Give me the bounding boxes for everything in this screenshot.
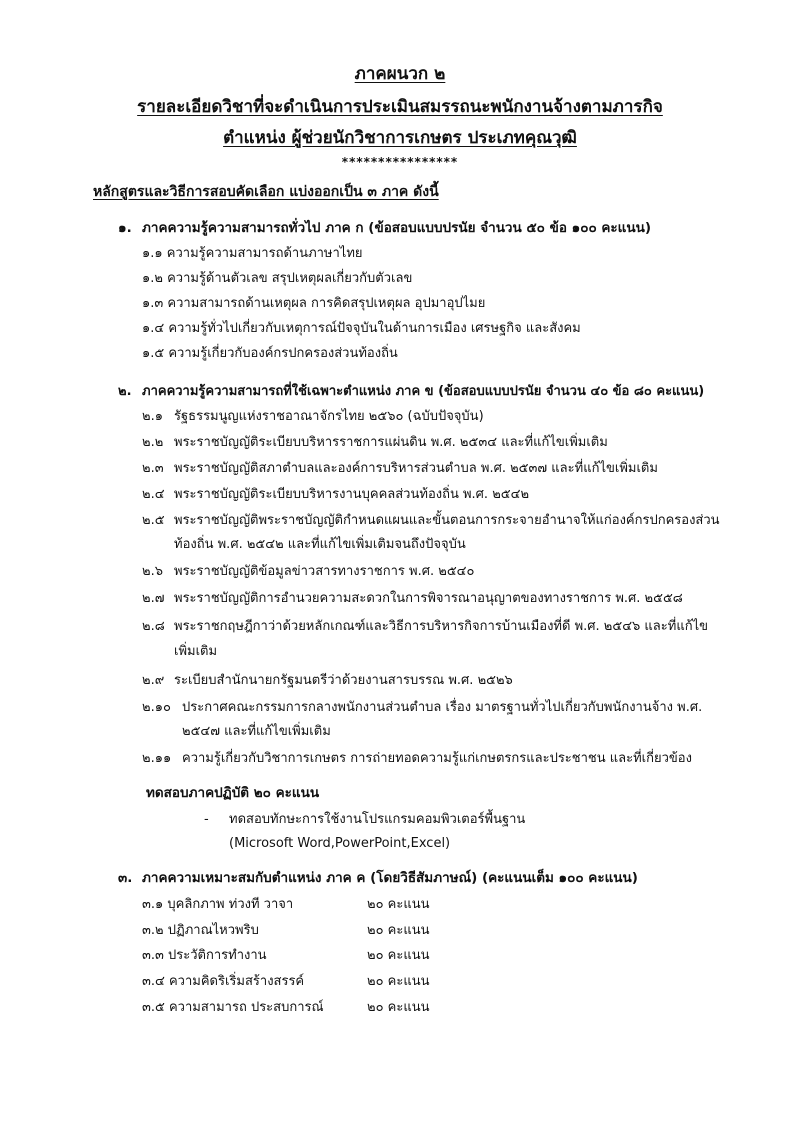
part2-item-text: พระราชบัญญัติพระราชบัญญัติกำหนดแผนและขั้นตอนการกระจายอำนาจให้แก่องค์กรปกครองส่วน (174, 513, 720, 528)
part2-item-text: ระเบียบสำนักนายกรัฐมนตรีว่าด้วยงานสารบรรณ พ.ศ. ๒๕๒๖ (174, 673, 513, 688)
part2-item-text: ประกาศคณะกรรมการกลางพนักงานส่วนตำบล เรื่อง มาตรฐานทั่วไปเกี่ยวกับพนักงานจ้าง พ.ศ. (182, 700, 703, 715)
part3-item-label: ๓.๒ ปฏิภาณไหวพริบ (142, 923, 259, 938)
part3-number: ๓. (118, 870, 133, 886)
part2-item-number: ๒.๙ (142, 673, 165, 688)
part3-item-score: ๒๐ คะแนน (367, 948, 430, 963)
part2-item-number: ๒.๕ (142, 513, 165, 528)
part3-item-label: ๓.๑ บุคลิกภาพ ท่วงที วาจา (142, 897, 294, 912)
intro-heading: หลักสูตรและวิธีการสอบคัดเลือก แบ่งออกเป็น ๓ ภาค ดังนี้ (93, 184, 439, 200)
part2-item-text-continued: เพิ่มเติม (174, 644, 218, 659)
part3-item-label: ๓.๕ ความสามารถ ประสบการณ์ (142, 1000, 324, 1015)
practical-bullet: - (204, 812, 209, 827)
part3-heading: ภาคความเหมาะสมกับตำแหน่ง ภาค ค (โดยวิธีสัมภาษณ์) (คะแนนเต็ม ๑๐๐ คะแนน) (142, 870, 638, 886)
part2-item-text: รัฐธรรมนูญแห่งราชอาณาจักรไทย ๒๕๖๐ (ฉบับปัจจุบัน) (174, 409, 484, 424)
part3-item-score: ๒๐ คะแนน (367, 923, 430, 938)
part2-item-number: ๒.๓ (142, 461, 164, 476)
part1-heading: ภาคความรู้ความสามารถทั่วไป ภาค ก (ข้อสอบแบบปรนัย จำนวน ๕๐ ข้อ ๑๐๐ คะแนน) (142, 220, 651, 236)
part1-item: ๑.๓ ความสามารถด้านเหตุผล การคิดสรุปเหตุผล อุปมาอุปไมย (142, 296, 486, 311)
part2-item-number: ๒.๘ (142, 619, 165, 634)
part2-item-text-continued: ๒๕๔๗ และที่แก้ไขเพิ่มเติม (182, 724, 331, 739)
part2-item-number: ๒.๑ (142, 409, 163, 424)
part2-item-number: ๒.๑๐ (142, 700, 171, 715)
part1-item: ๑.๔ ความรู้ทั่วไปเกี่ยวกับเหตุการณ์ปัจจุบันในด้านการเมือง เศรษฐกิจ และสังคม (142, 321, 581, 336)
part2-item-text-continued: ท้องถิ่น พ.ศ. ๒๕๔๒ และที่แก้ไขเพิ่มเติมจนถึงปัจจุบัน (174, 537, 466, 552)
practical-software: (Microsoft Word,PowerPoint,Excel) (229, 836, 451, 851)
part2-item-text: พระราชบัญญัติระเบียบบริหารราชการแผ่นดิน พ.ศ. ๒๕๓๔ และที่แก้ไขเพิ่มเติม (174, 435, 608, 450)
part2-item-text: พระราชบัญญัติข้อมูลข่าวสารทางราชการ พ.ศ. ๒๕๔๐ (174, 564, 475, 579)
part3-item-score: ๒๐ คะแนน (367, 974, 430, 989)
part1-item: ๑.๑ ความรู้ความสามารถด้านภาษาไทย (142, 246, 363, 261)
part2-item-number: ๒.๒ (142, 435, 164, 450)
appendix-title: ภาคผนวก ๒ (354, 64, 446, 84)
part2-item-text: ความรู้เกี่ยวกับวิชาการเกษตร การถ่ายทอดความรู้แก่เกษตรกรและประชาชน และที่เกี่ยวข้อง (182, 751, 692, 766)
part2-item-number: ๒.๖ (142, 564, 163, 579)
part2-number: ๒. (118, 384, 132, 399)
practical-heading: ทดสอบภาคปฏิบัติ ๒๐ คะแนน (146, 785, 320, 801)
part1-number: ๑. (118, 220, 132, 236)
part1-item: ๑.๒ ความรู้ด้านตัวเลข สรุปเหตุผลเกี่ยวกับตัวเลข (142, 271, 413, 286)
part2-item-number: ๒.๑๑ (142, 751, 172, 766)
part1-item: ๑.๕ ความรู้เกี่ยวกับองค์กรปกครองส่วนท้องถิ่น (142, 346, 398, 361)
part3-item-label: ๓.๔ ความคิดริเริ่มสร้างสรรค์ (142, 974, 305, 989)
star-divider: **************** (341, 155, 459, 169)
part3-item-score: ๒๐ คะแนน (367, 1000, 430, 1015)
part2-item-text: พระราชกฤษฎีกาว่าด้วยหลักเกณฑ์และวิธีการบริหารกิจการบ้านเมืองที่ดี พ.ศ. ๒๕๔๖ และที่แก้ไข (174, 619, 708, 634)
part2-item-text: พระราชบัญญัติสภาตำบลและองค์การบริหารส่วนตำบล พ.ศ. ๒๕๓๗ และที่แก้ไขเพิ่มเติม (174, 461, 658, 476)
practical-text: ทดสอบทักษะการใช้งานโปรแกรมคอมพิวเตอร์พื้นฐาน (229, 812, 526, 827)
part2-item-number: ๒.๔ (142, 487, 165, 502)
part2-item-number: ๒.๗ (142, 591, 165, 606)
position-title: ตำแหน่ง ผู้ช่วยนักวิชาการเกษตร ประเภทคุณวุฒิ (223, 128, 577, 148)
part2-item-text: พระราชบัญญัติระเบียบบริหารงานบุคคลส่วนท้องถิ่น พ.ศ. ๒๕๔๒ (174, 487, 530, 502)
part2-item-text: พระราชบัญญัติการอำนวยความสะดวกในการพิจารณาอนุญาตของทางราชการ พ.ศ. ๒๕๕๘ (174, 591, 683, 606)
part3-item-label: ๓.๓ ประวัติการทำงาน (142, 948, 267, 963)
part2-heading: ภาคความรู้ความสามารถที่ใช้เฉพาะตำแหน่ง ภาค ข (ข้อสอบแบบปรนัย จำนวน ๔๐ ข้อ ๘๐ คะแนน) (142, 384, 705, 399)
part3-item-score: ๒๐ คะแนน (367, 897, 430, 912)
document-title: รายละเอียดวิชาที่จะดำเนินการประเมินสมรรถนะพนักงานจ้างตามภารกิจ (137, 97, 663, 117)
